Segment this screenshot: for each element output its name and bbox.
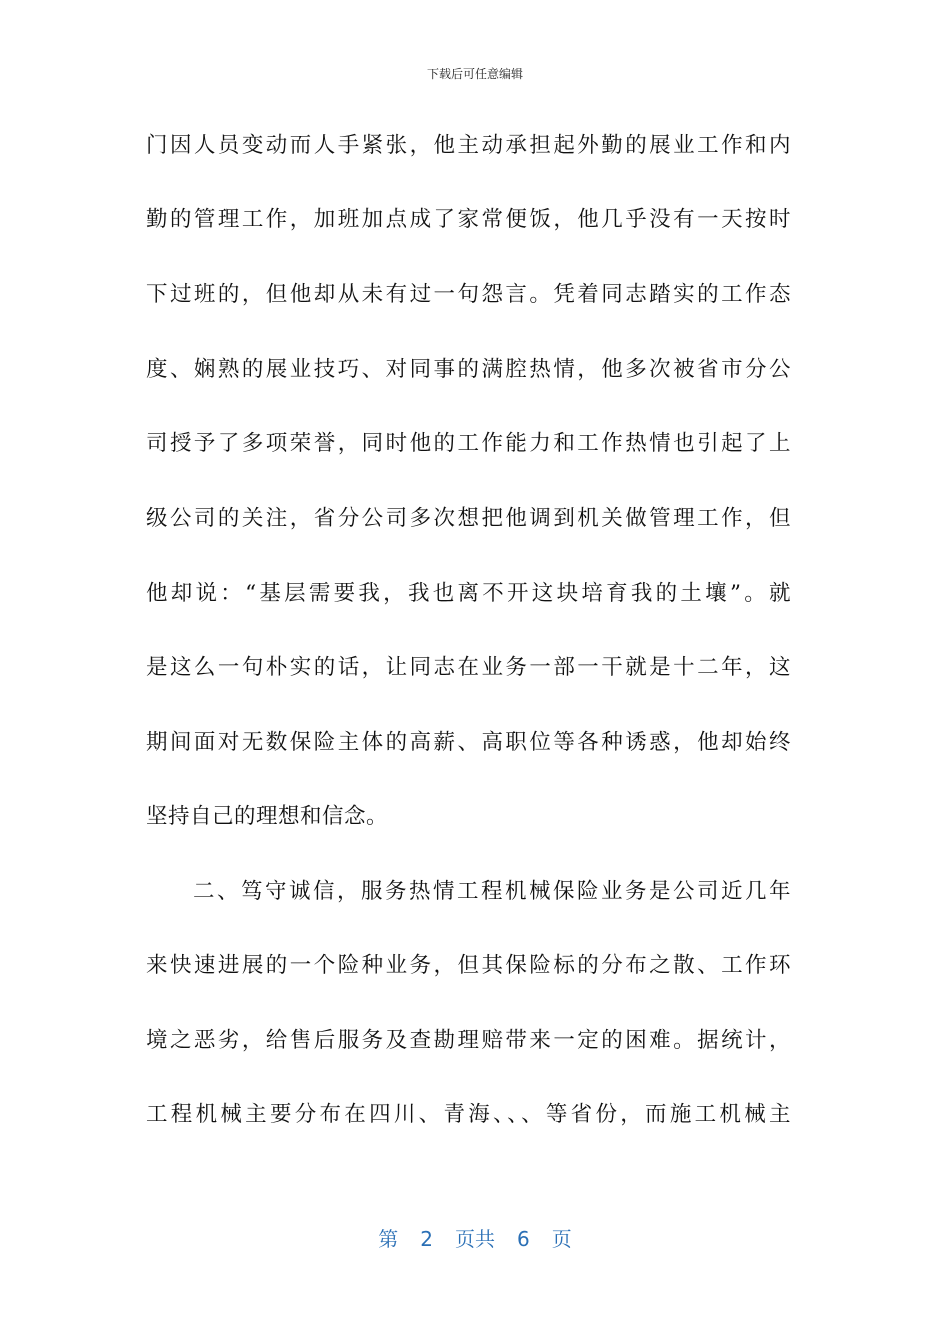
footer-suffix: 页 — [551, 1227, 572, 1251]
paragraph-start-line: 二、笃守诚信，服务热情工程机械保险业务是公司近几年 — [193, 879, 791, 904]
total-pages-number: 6 — [517, 1227, 530, 1251]
text-line: 司授予了多项荣誉，同时他的工作能力和工作热情也引起了上 — [146, 431, 791, 456]
text-line: 下过班的，但他却从未有过一句怨言。凭着同志踏实的工作态 — [146, 282, 791, 307]
footer-middle: 页共 — [455, 1227, 495, 1251]
footer-prefix: 第 — [378, 1227, 399, 1251]
text-line: 境之恶劣，给售后服务及查勘理赔带来一定的困难。据统计， — [146, 1028, 791, 1053]
text-line: 坚持自己的理想和信念。 — [146, 804, 389, 829]
text-line: 期间面对无数保险主体的高薪、高职位等各种诱惑，他却始终 — [146, 730, 791, 755]
text-line: 度、娴熟的展业技巧、对同事的满腔热情，他多次被省市分公 — [146, 357, 791, 382]
text-line: 门因人员变动而人手紧张，他主动承担起外勤的展业工作和内 — [146, 133, 791, 158]
text-line: 勤的管理工作，加班加点成了家常便饭，他几乎没有一天按时 — [146, 207, 791, 232]
text-line: 是这么一句朴实的话，让同志在业务一部一干就是十二年，这 — [146, 655, 791, 680]
text-line: 工程机械主要分布在四川、青海、、、等省份，而施工机械主 — [146, 1102, 791, 1127]
page-footer — [0, 1226, 950, 1252]
text-line: 级公司的关注，省分公司多次想把他调到机关做管理工作，但 — [146, 506, 791, 531]
current-page-number: 2 — [420, 1227, 433, 1251]
text-line: 来快速进展的一个险种业务，但其保险标的分布之散、工作环 — [146, 953, 791, 978]
text-line: 他却说：“基层需要我，我也离不开这块培育我的土壤”。就 — [146, 581, 791, 606]
page-header-note: 下载后可任意编辑 — [426, 67, 523, 81]
